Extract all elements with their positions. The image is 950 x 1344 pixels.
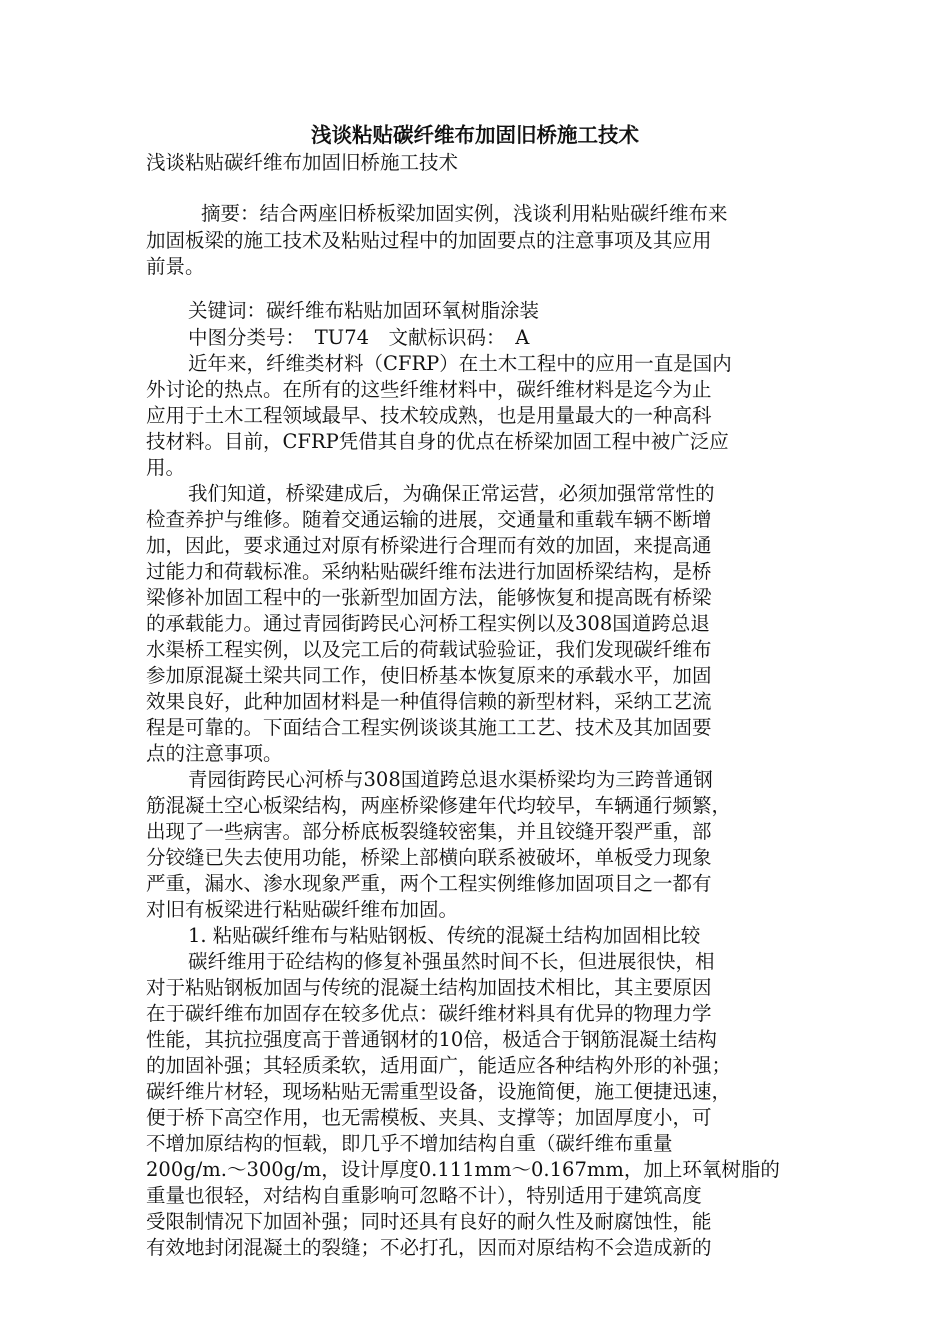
paragraph-line: 便于桥下高空作用，也无需模板、夹具、支撑等；加固厚度小，可 [146, 1106, 712, 1129]
subtitle-line: 浅谈粘贴碳纤维布加固旧桥施工技术 [146, 151, 459, 174]
paragraph-line: 检查养护与维修。随着交通运输的进展，交通量和重载车辆不断增 [146, 508, 712, 531]
section-heading: 1. 粘贴碳纤维布与粘贴钢板、传统的混凝土结构加固相比较 [188, 924, 701, 947]
abstract-line: 摘要：结合两座旧桥板梁加固实例，浅谈利用粘贴碳纤维布来 [201, 202, 728, 225]
paragraph-line: 应用于土木工程领域最早、技术较成熟，也是用量最大的一种高科 [146, 404, 712, 427]
paragraph-line: 200g/m.～300g/m，设计厚度0.111mm～0.167mm，加上环氧树脂的 [146, 1158, 780, 1181]
paragraph-line: 有效地封闭混凝土的裂缝；不必打孔，因而对原结构不会造成新的 [146, 1236, 712, 1259]
paragraph-line: 外讨论的热点。在所有的这些纤维材料中，碳纤维材料是迄今为止 [146, 378, 712, 401]
abstract-line: 前景。 [146, 255, 205, 278]
paragraph-line: 出现了一些病害。部分桥底板裂缝较密集，并且铰缝开裂严重，部 [146, 820, 712, 843]
paragraph-line: 加，因此，要求通过对原有桥梁进行合理而有效的加固，来提高通 [146, 534, 712, 557]
paragraph-line: 的加固补强；其轻质柔软，适用面广，能适应各种结构外形的补强； [146, 1054, 732, 1077]
paragraph-line: 严重，漏水、渗水现象严重，两个工程实例维修加固项目之一都有 [146, 872, 712, 895]
paragraph-line: 不增加原结构的恒载，即几乎不增加结构自重（碳纤维布重量 [146, 1132, 673, 1155]
paragraph-line: 点的注意事项。 [146, 742, 283, 765]
paragraph-line: 筋混凝土空心板梁结构，两座桥梁修建年代均较早，车辆通行频繁， [146, 794, 732, 817]
paragraph-line: 分铰缝已失去使用功能，桥梁上部横向联系被破坏，单板受力现象 [146, 846, 712, 869]
paragraph-line: 程是可靠的。下面结合工程实例谈谈其施工工艺、技术及其加固要 [146, 716, 712, 739]
paragraph-line: 梁修补加固工程中的一张新型加固方法，能够恢复和提高既有桥梁 [146, 586, 712, 609]
paragraph-line: 的承载能力。通过青园街跨民心河桥工程实例以及308国道跨总退 [146, 612, 710, 635]
paragraph-line: 碳纤维片材轻，现场粘贴无需重型设备，设施简便，施工便捷迅速， [146, 1080, 732, 1103]
paragraph-line: 水渠桥工程实例，以及完工后的荷载试验验证，我们发现碳纤维布 [146, 638, 712, 661]
paragraph-line: 过能力和荷载标准。采纳粘贴碳纤维布法进行加固桥梁结构，是桥 [146, 560, 712, 583]
paragraph-line: 我们知道，桥梁建成后，为确保正常运营，必须加强常常性的 [188, 482, 715, 505]
paragraph-line: 在于碳纤维布加固存在较多优点：碳纤维材料具有优异的物理力学 [146, 1002, 712, 1025]
keywords-line: 关键词：碳纤维布粘贴加固环氧树脂涂装 [188, 299, 540, 322]
paragraph-line: 碳纤维用于砼结构的修复补强虽然时间不长，但进展很快，相 [188, 950, 715, 973]
paragraph-line: 参加原混凝土梁共同工作，使旧桥基本恢复原来的承载水平，加固 [146, 664, 712, 687]
paragraph-line: 用。 [146, 456, 186, 479]
paragraph-line: 性能，其抗拉强度高于普通钢材的10倍，极适合于钢筋混凝土结构 [146, 1028, 717, 1051]
paragraph-line: 对旧有板梁进行粘贴碳纤维布加固。 [146, 898, 459, 921]
classification-line: 中图分类号： TU74 文献标识码： A [188, 326, 530, 349]
paragraph-line: 受限制情况下加固补强；同时还具有良好的耐久性及耐腐蚀性，能 [146, 1210, 712, 1233]
paragraph-line: 技材料。目前，CFRP凭借其自身的优点在桥梁加固工程中被广泛应 [146, 430, 729, 453]
paragraph-line: 效果良好，此种加固材料是一种值得信赖的新型材料，采纳工艺流 [146, 690, 712, 713]
paragraph-line: 重量也很轻，对结构自重影响可忽略不计），特别适用于建筑高度 [146, 1184, 702, 1207]
abstract-line: 加固板梁的施工技术及粘贴过程中的加固要点的注意事项及其应用 [146, 229, 712, 252]
paragraph-line: 近年来，纤维类材料（CFRP）在土木工程中的应用一直是国内 [188, 352, 732, 375]
paragraph-line: 青园街跨民心河桥与308国道跨总退水渠桥梁均为三跨普通钢 [188, 768, 713, 791]
paragraph-line: 对于粘贴钢板加固与传统的混凝土结构加固技术相比，其主要原因 [146, 976, 712, 999]
document-title: 浅谈粘贴碳纤维布加固旧桥施工技术 [311, 123, 639, 147]
